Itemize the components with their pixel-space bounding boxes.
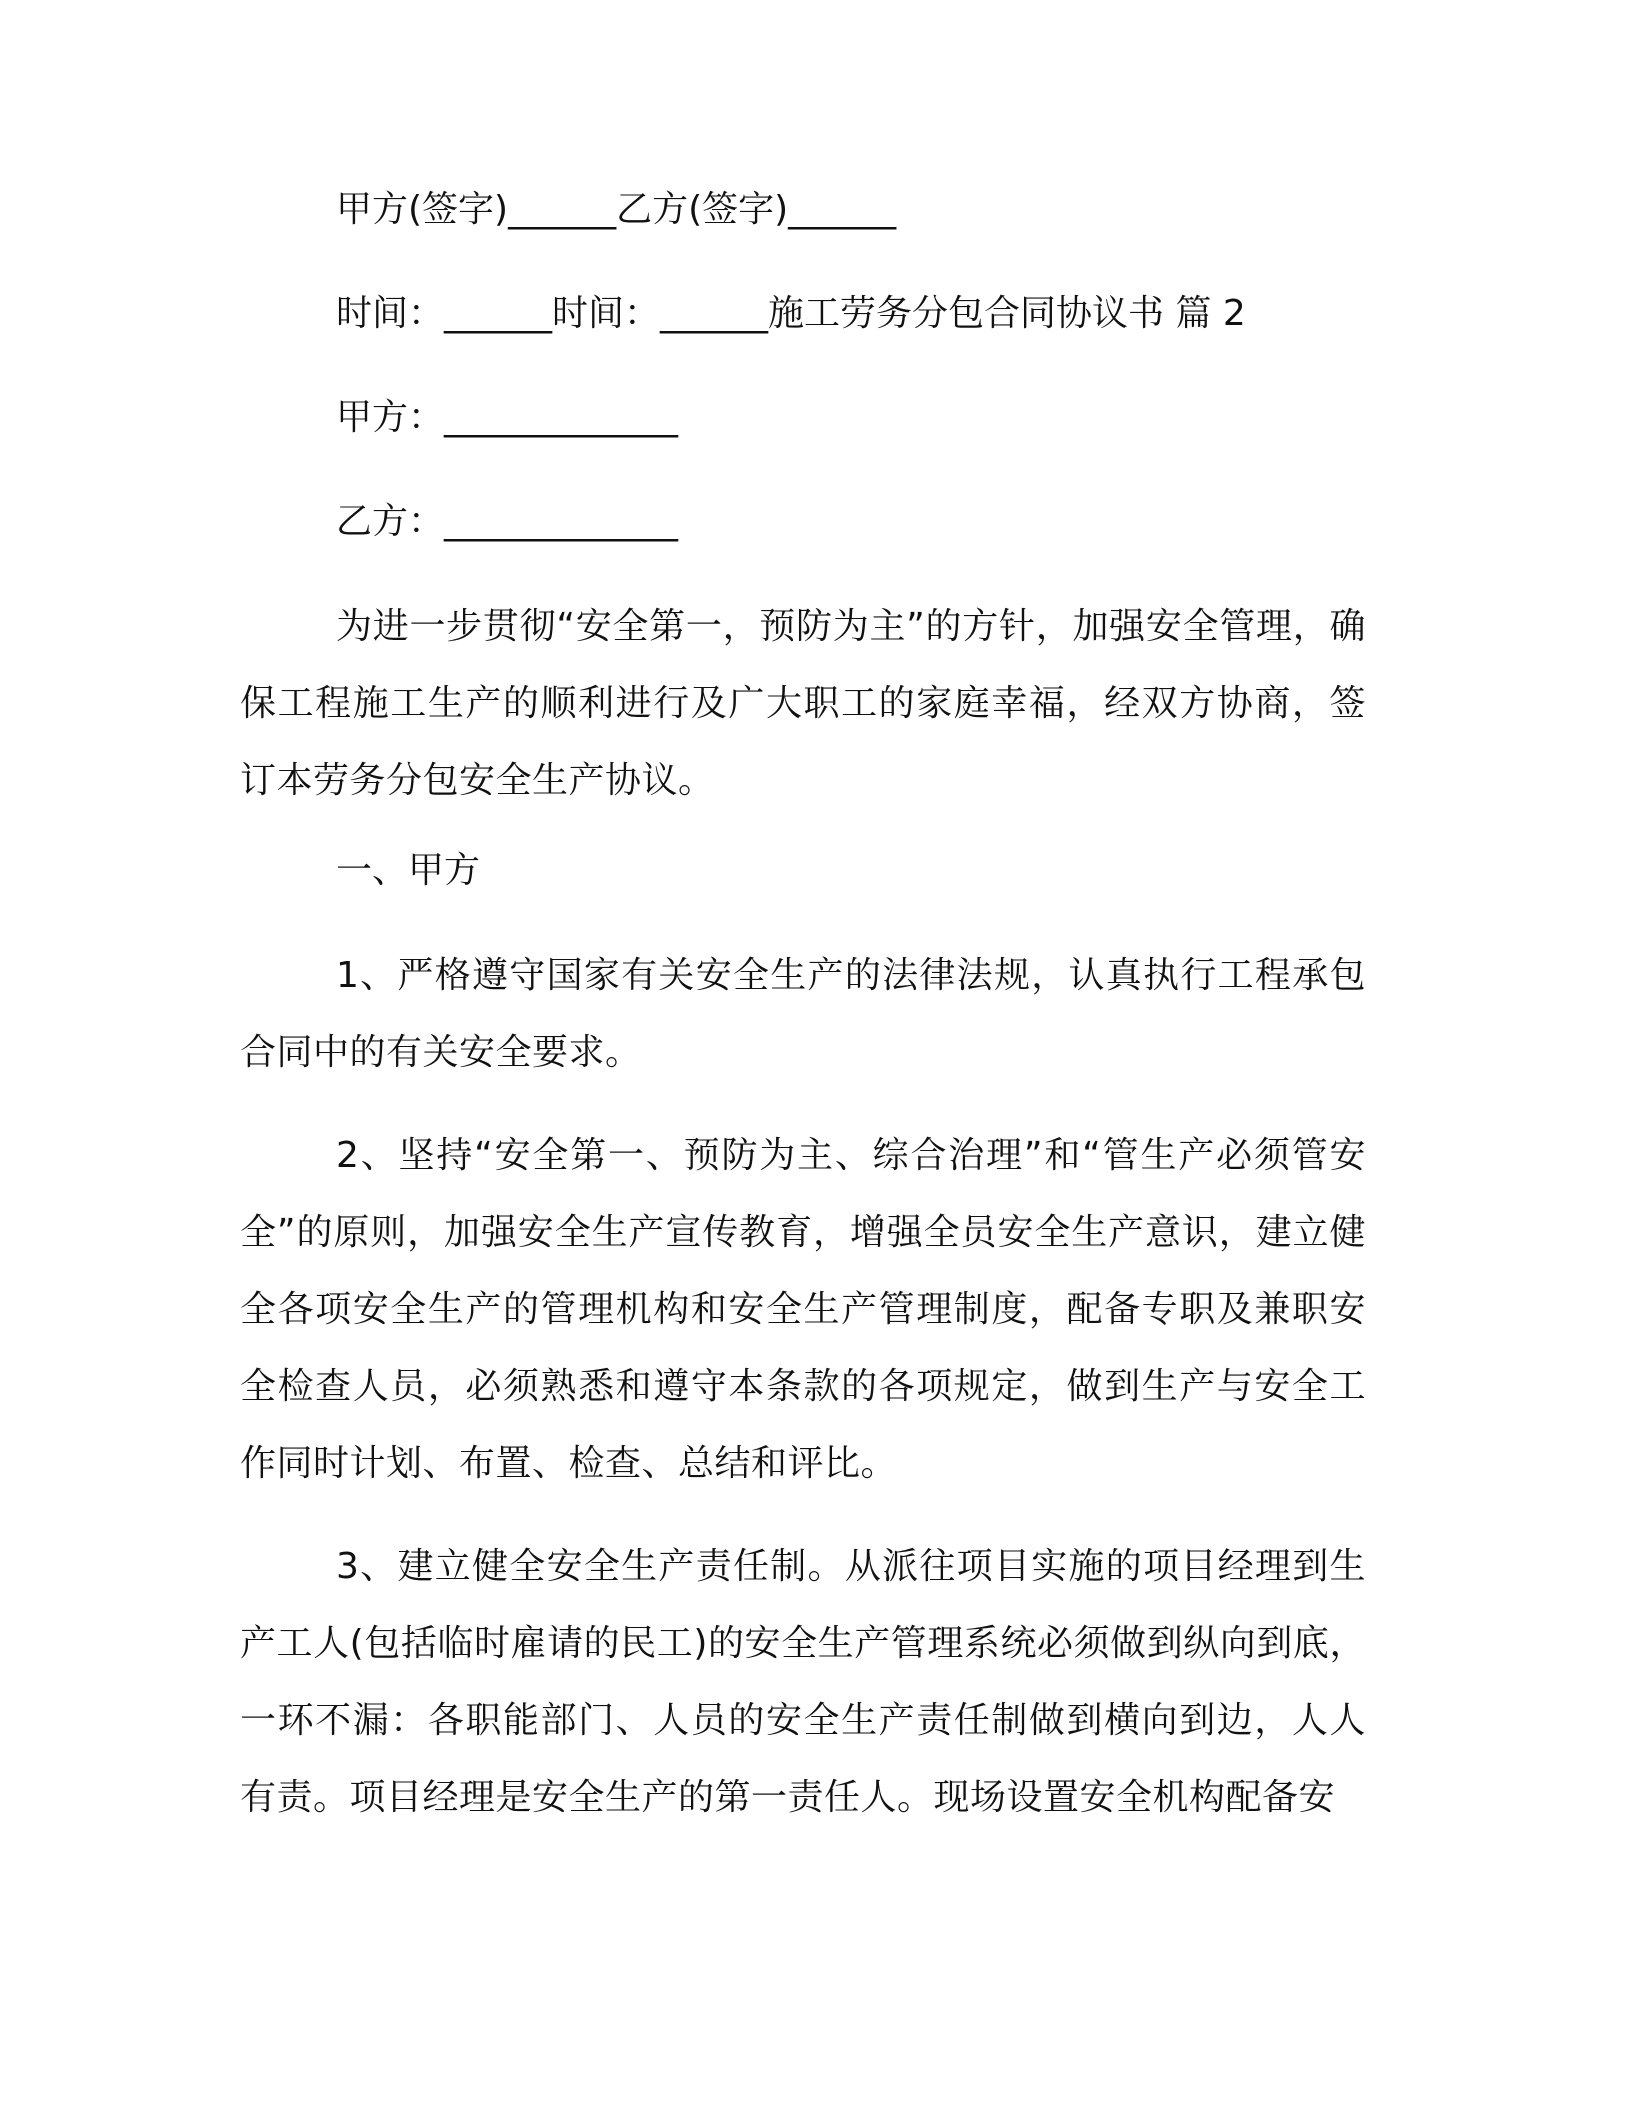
item-1-paragraph: 1、严格遵守国家有关安全生产的法律法规，认真执行工程承包合同中的有关安全要求。 (240, 955, 1366, 1073)
time-line: 时间：______时间：______施工劳务分包合同协议书 篇 2 (336, 293, 1246, 334)
item-3-paragraph: 3、建立健全安全生产责任制。从派往项目实施的项目经理到生产工人(包括临时雇请的民工)的安全生产管理系统必须做到纵向到底，一环不漏：各职能部门、人员的安全生产责任制做到横向到边，人人有责。项目经理是安全生产的第一责任人。现场设置安全机构配备安 (240, 1546, 1366, 1818)
section-heading: 一、甲方 (336, 850, 481, 891)
signature-line: 甲方(签字)______乙方(签字)______ (336, 189, 897, 230)
intro-paragraph: 为进一步贯彻“安全第一，预防为主”的方针，加强安全管理，确保工程施工生产的顺利进行及广大职工的家庭幸福，经双方协商，签订本劳务分包安全生产协议。 (240, 606, 1366, 801)
party-b-line: 乙方：_____________ (336, 501, 679, 542)
party-a-line: 甲方：_____________ (336, 397, 679, 438)
document-body (240, 184, 1366, 1836)
item-2-paragraph: 2、坚持“安全第一、预防为主、综合治理”和“管生产必须管安全”的原则，加强安全生产宣传教育，增强全员安全生产意识，建立健全各项安全生产的管理机构和安全生产管理制度，配备专职及兼职安全检查人员，必须熟悉和遵守本条款的各项规定，做到生产与安全工作同时计划、布置、检查、总结和评比。 (240, 1135, 1366, 1484)
